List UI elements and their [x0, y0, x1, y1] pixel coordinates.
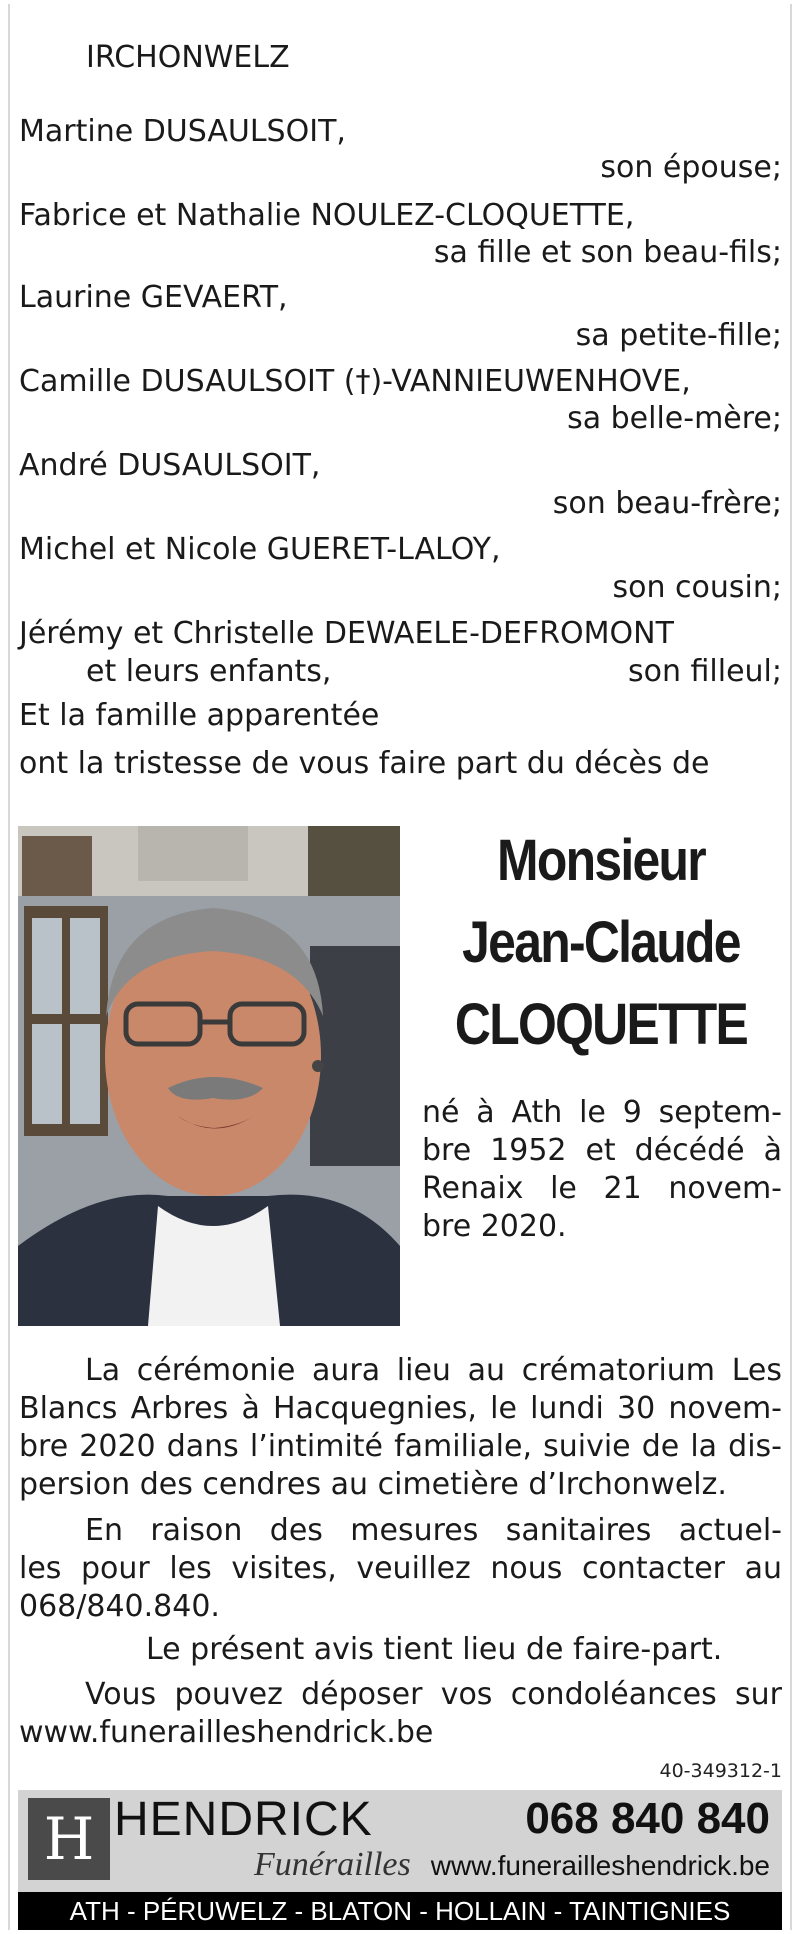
condolence-website[interactable]: www.funerailleshendrick.be — [19, 1715, 434, 1750]
ceremony-line: La cérémonie aura lieu au crématorium Les — [85, 1353, 782, 1388]
family-name-3: Laurine GEVAERT, — [19, 280, 288, 315]
hendrick-logo: H — [28, 1798, 110, 1880]
deceased-first-name: Jean-Claude — [462, 910, 740, 975]
funeral-home-ad — [18, 1790, 782, 1930]
family-relation-2: sa fille et son beau-fils; — [433, 235, 782, 270]
sanitary-paragraph — [19, 1512, 782, 1626]
family-relation-7: son filleul; — [627, 654, 782, 689]
birth-death-line: né à Ath le 9 septem- — [422, 1095, 782, 1130]
ceremony-line: persion des cendres au cimetière d’Irchonwelz. — [19, 1467, 727, 1502]
family-relation-4: sa belle-mère; — [567, 401, 782, 436]
family-relation-6: son cousin; — [612, 570, 782, 605]
deceased-title: Monsieur — [497, 828, 705, 893]
portrait-photo — [18, 826, 400, 1326]
family-name-5: André DUSAULSOIT, — [19, 448, 321, 483]
family-extra: Et la famille apparentée — [19, 698, 380, 733]
brand-subtitle: Funérailles — [254, 1846, 411, 1883]
family-name-6: Michel et Nicole GUERET-LALOY, — [19, 532, 501, 567]
sanitary-line: 068/840.840. — [19, 1589, 220, 1624]
deceased-last-name: CLOQUETTE — [454, 992, 748, 1057]
family-relation-1: son épouse; — [600, 150, 782, 185]
ceremony-line: Blancs Arbres à Hacquegnies, le lundi 30 novem- — [19, 1391, 782, 1426]
notice-text: Le présent avis tient lieu de faire-part. — [146, 1632, 723, 1667]
condolence-paragraph — [19, 1676, 782, 1752]
ceremony-line: bre 2020 dans l’intimité familiale, suivie de la dis- — [19, 1429, 782, 1464]
birth-death-line: bre 1952 et décédé à — [422, 1133, 782, 1168]
birth-death-text — [422, 1094, 782, 1246]
ceremony-paragraph — [19, 1352, 782, 1504]
family-name-7: Jérémy et Christelle DEWAELE-DEFROMONT — [19, 616, 674, 651]
family-name-1: Martine DUSAULSOIT, — [19, 114, 346, 149]
town-heading: IRCHONWELZ — [86, 40, 290, 75]
deceased-name — [420, 820, 782, 1066]
family-name-7-cont: et leurs enfants, — [86, 654, 332, 689]
announcement-text: ont la tristesse de vous faire part du décès de — [19, 746, 710, 781]
sanitary-line: les pour les visites, veuillez nous contacter au — [19, 1551, 782, 1586]
website-link[interactable]: www.funerailleshendrick.be — [430, 1850, 770, 1881]
family-relation-3: sa petite-fille; — [575, 318, 782, 353]
towns-list: ATH - PÉRUWELZ - BLATON - HOLLAIN - TAINTIGNIES — [18, 1892, 782, 1930]
reference-number: 40-349312-1 — [659, 1760, 782, 1782]
condolence-line: Vous pouvez déposer vos condoléances sur — [85, 1677, 782, 1712]
phone-number[interactable]: 068 840 840 — [525, 1794, 770, 1843]
birth-death-line: Renaix le 21 novem- — [422, 1171, 782, 1206]
sanitary-line: En raison des mesures sanitaires actuel- — [85, 1513, 782, 1548]
family-name-4: Camille DUSAULSOIT (†)-VANNIEUWENHOVE, — [19, 364, 691, 399]
family-relation-5: son beau-frère; — [552, 486, 782, 521]
birth-death-line: bre 2020. — [422, 1209, 567, 1244]
family-name-2: Fabrice et Nathalie NOULEZ-CLOQUETTE, — [19, 198, 635, 233]
brand-name: HENDRICK — [114, 1793, 373, 1846]
